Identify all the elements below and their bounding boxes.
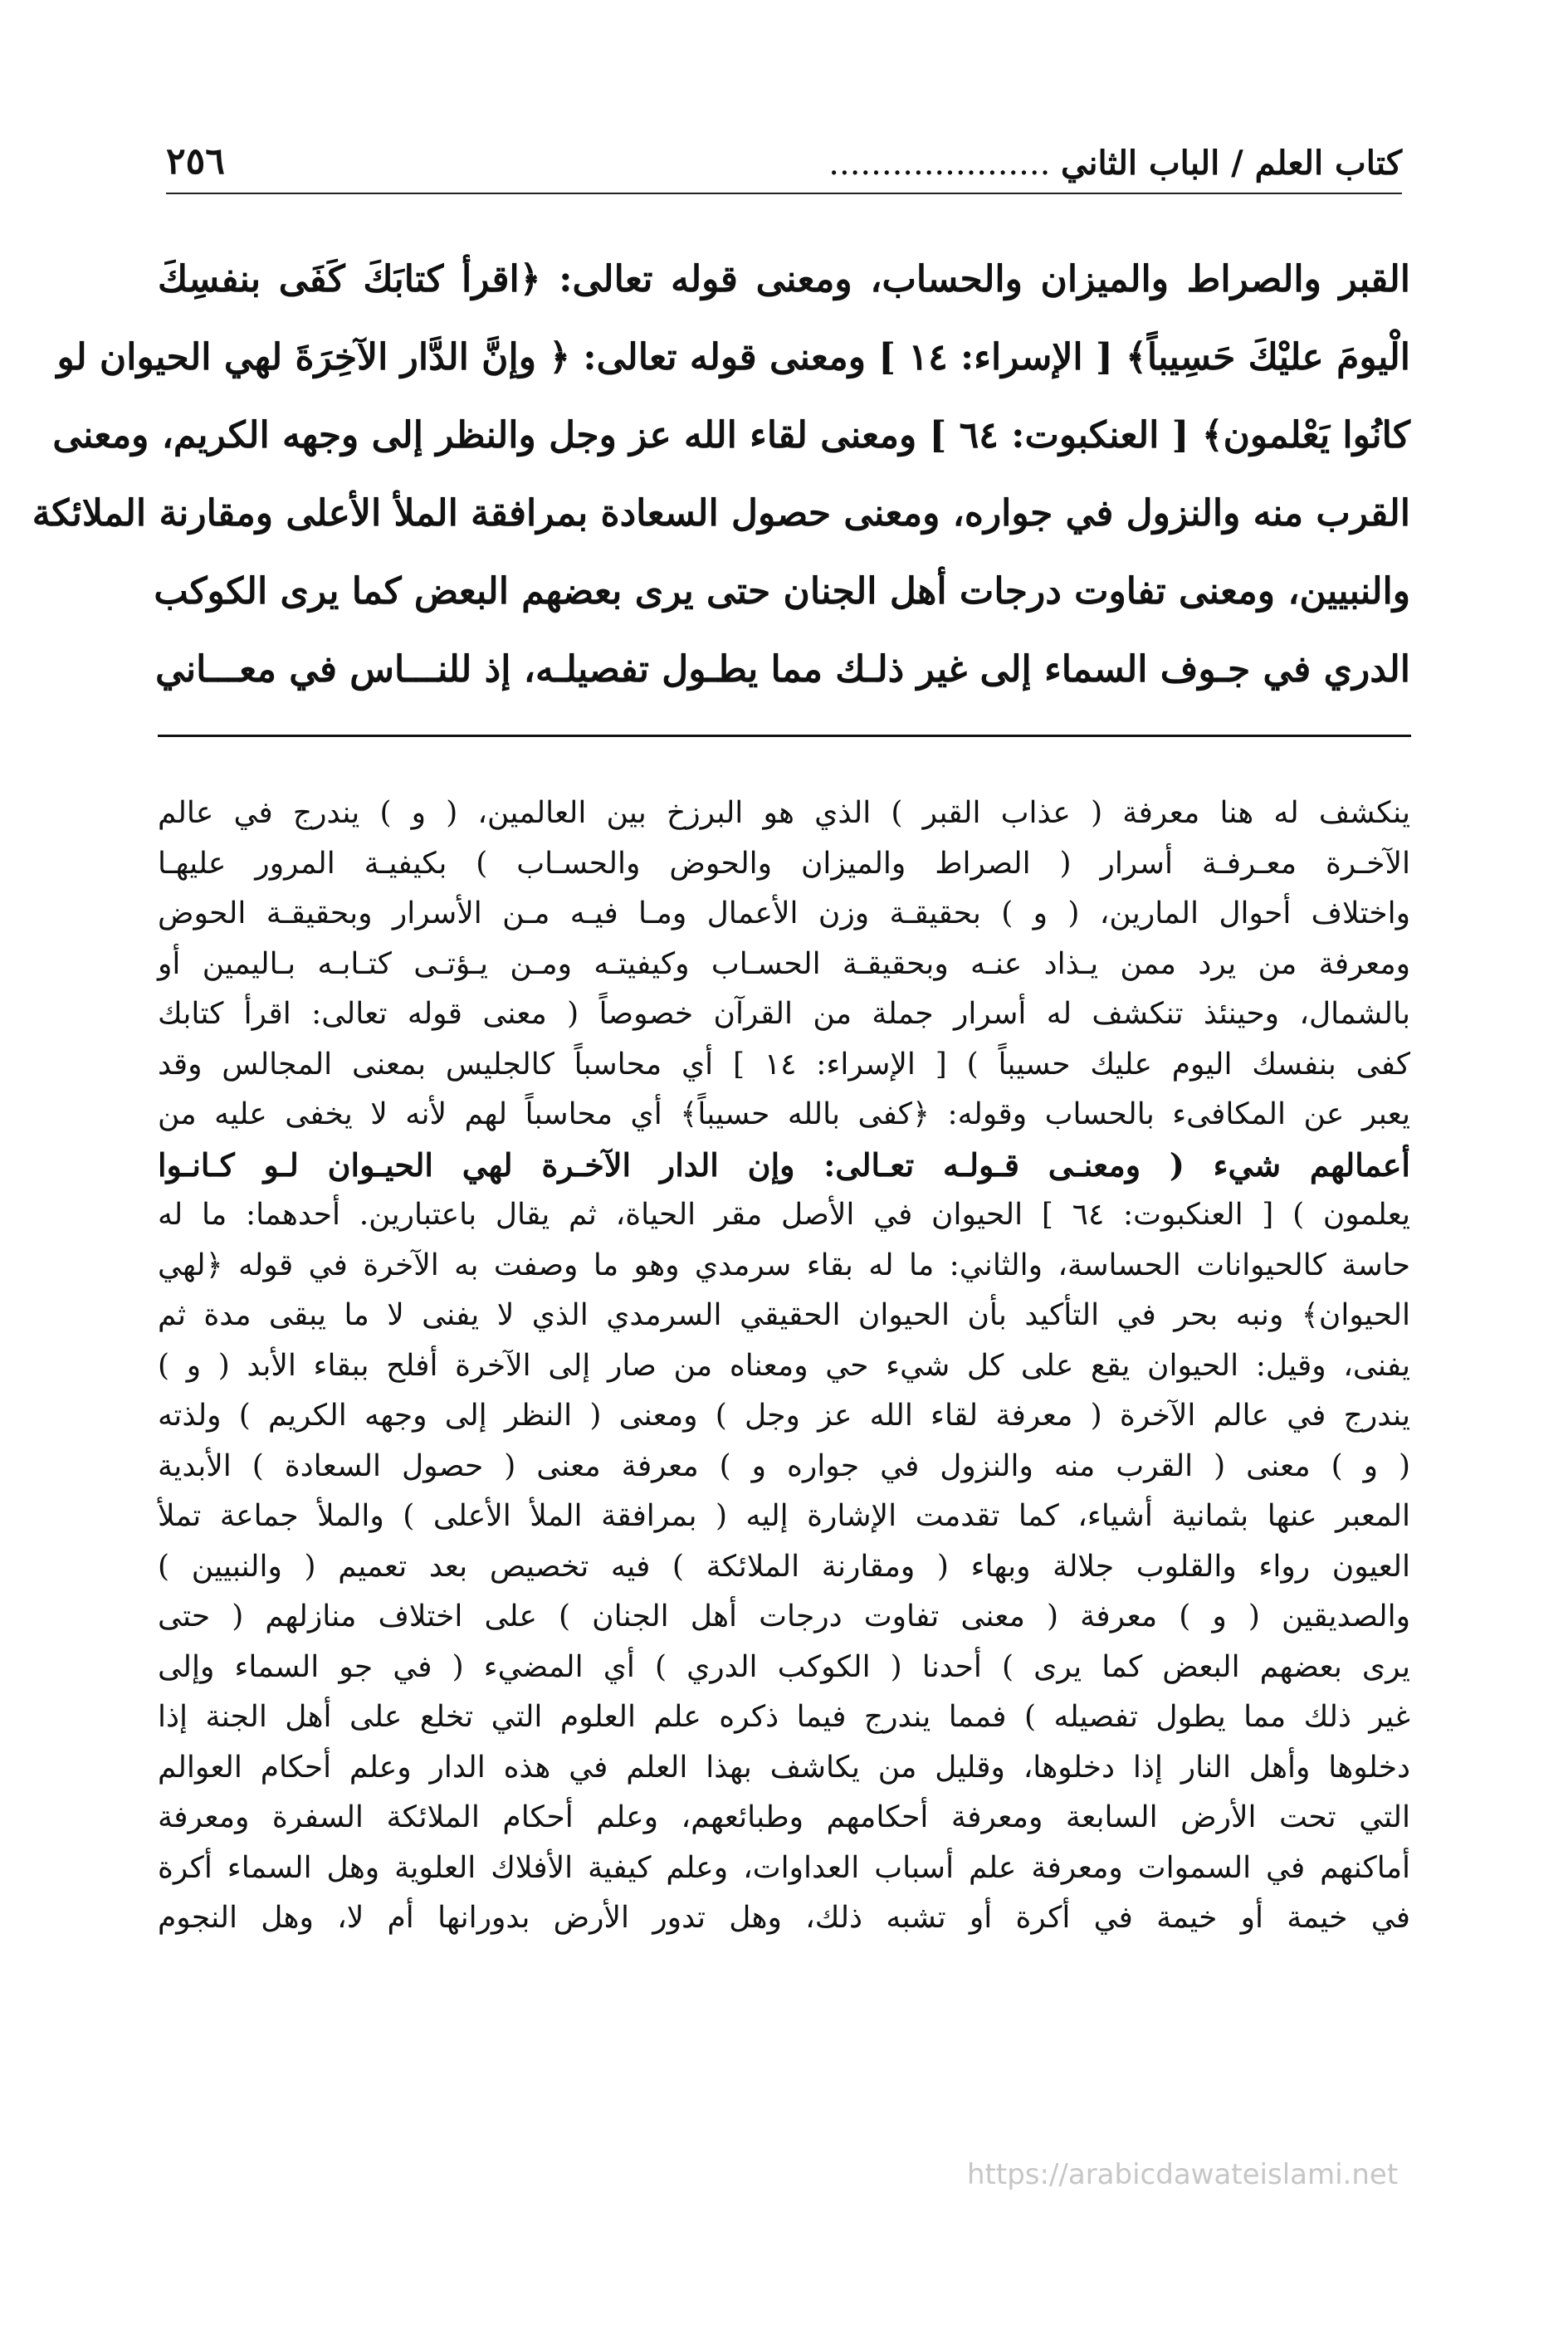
commentary-line: حاسة كالحيوانات الحساسة، والثاني: ما له بقاء سرمدي وهو ما وصفت به الآخرة في قوله ﴿لهي <box>158 1248 1410 1282</box>
commentary-line: المعبر عنها بثمانية أشياء، كما تقدمت الإشارة إليه ( بمرافقة الملأ الأعلى ) والملأ جماعة تملأ <box>158 1499 1410 1533</box>
main-text-line: الْيومَ عليْكَ حَسِيباً﴾ [ الإسراء: ١٤ ] ومعنى قوله تعالى: ﴿ وإنَّ الدَّار الآخِرَةَ لهي الحيوان لو <box>56 336 1410 378</box>
commentary-line: الحيوان﴾ ونبه بحر في التأكيد بأن الحيوان الحقيقي السرمدي الذي لا يفنى لا ما يبقى مدة ثم <box>158 1298 1410 1332</box>
commentary-line: يرى بعضهم البعض كما يرى ) أحدنا ( الكوكب الدري ) أي المضيء ( في جو السماء وإلى <box>158 1649 1410 1684</box>
main-text-block <box>32 241 1410 709</box>
commentary-line: والصديقين ( و ) معرفة ( معنى تفاوت درجات أهل الجنان ) على اختلاف منازلهم ( حتى <box>158 1599 1410 1633</box>
commentary-line: ينكشف له هنا معرفة ( عذاب القبر ) الذي هو البرزخ بين العالمين، ( و ) يندرج في عالم <box>158 796 1410 830</box>
commentary-line: العيون رواء والقلوب جلالة وبهاء ( ومقارنة الملائكة ) فيه تخصيص بعد تعميم ( والنبيين ) <box>158 1549 1410 1584</box>
main-text-line: القبر والصراط والميزان والحساب، ومعنى قوله تعالى: ﴿اقرأ كتابَكَ كَفَى بنفسِكَ <box>158 258 1410 300</box>
commentary-line: واختلاف أحوال المارين، ( و ) بحقيقـة وزن الأعمال ومـا فيـه مـن الأسرار وبحقيقـة الحوض <box>158 896 1410 930</box>
commentary-line: ( و ) معنى ( القرب منه والنزول في جواره و ) معرفة معنى ( حصول السعادة ) الأبدية <box>158 1448 1410 1483</box>
footnote-separator <box>158 735 1411 737</box>
running-header <box>166 125 1402 194</box>
commentary-line: يفنى، وقيل: الحيوان يقع على كل شيء حي ومعناه من صار إلى الآخرة أفلح ببقاء الأبد ( و ) <box>158 1348 1410 1383</box>
commentary-line: بالشمال، وحينئذ تنكشف له أسرار جملة من القرآن خصوصاً ( معنى قوله تعالى: اقرأ كتابك <box>158 997 1410 1031</box>
page-number: ٢٥٦ <box>166 140 225 183</box>
main-text-line: الدري في جـوف السماء إلى غير ذلـك مما يطـول تفصيلـه، إذ للنـــاس في معـــاني <box>155 648 1410 691</box>
commentary-line: في خيمة أو خيمة في أكرة أو تشبه ذلك، وهل تدور الأرض بدورانها أم لا، وهل النجوم <box>158 1901 1410 1935</box>
commentary-block <box>158 789 1410 1944</box>
main-text-line: والنبيين، ومعنى تفاوت درجات أهل الجنان حتى يرى بعضهم البعض كما يرى الكوكب <box>154 570 1410 613</box>
commentary-line: يعلمون ) [ العنكبوت: ٦٤ ] الحيوان في الأصل مقر الحياة، ثم يقال باعتبارين. أحدهما: ما له <box>158 1198 1410 1232</box>
main-text-line: القرب منه والنزول في جواره، ومعنى حصول السعادة بمرافقة الملأ الأعلى ومقارنة الملائكة <box>32 492 1410 535</box>
commentary-line: كفى بنفسك اليوم عليك حسيباً ) [ الإسراء: ١٤ ] أي محاسباً كالجليس بمعنى المجالس وقد <box>158 1047 1410 1082</box>
commentary-line: أماكنهم في السموات ومعرفة علم أسباب العداوات، وعلم كيفية الأفلاك العلوية وهل السماء أكرة <box>158 1850 1410 1885</box>
commentary-line: أعمالهم شيء ( ومعنـى قـولـه تعـالى: وإن الدار الآخـرة لهي الحيـوان لـو كـانـوا <box>158 1145 1410 1184</box>
commentary-line: غير ذلك مما يطول تفصيله ) فمما يندرج فيما ذكره علم العلوم التي تخلع على أهل الجنة إذا <box>158 1700 1410 1734</box>
commentary-line: الآخـرة معـرفـة أسرار ( الصراط والميزان والحوض والحسـاب ) بكيفيـة المرور عليهـا <box>158 846 1410 881</box>
commentary-line: يعبر عن المكافىء بالحساب وقوله: ﴿كفى بالله حسيباً﴾ أي محاسباً لهم لأنه لا يخفى عليه من <box>158 1097 1410 1131</box>
commentary-line: ومعرفة من يرد ممن يـذاد عنـه وبحقيقـة الحسـاب وكيفيتـه ومـن يـؤتـى كتـابـه بـاليمين أو <box>158 946 1410 981</box>
commentary-line: يندرج في عالم الآخرة ( معرفة لقاء الله عز وجل ) ومعنى ( النظر إلى وجهه الكريم ) ولذته <box>158 1399 1410 1433</box>
watermark-url: https://arabicdawateislami.net <box>967 2158 1399 2191</box>
main-text-line: كانُوا يَعْلمون﴾ [ العنكبوت: ٦٤ ] ومعنى لقاء الله عز وجل والنظر إلى وجهه الكريم، ومعنى <box>52 414 1410 457</box>
commentary-line: دخلوها وأهل النار إذا دخلوها، وقليل من يكاشف بهذا العلم في هذه الدار وعلم أحكام العوالم <box>158 1750 1410 1785</box>
commentary-line: التي تحت الأرض السابعة ومعرفة أحكامهم وطبائعهم، وعلم أحكام الملائكة السفرة ومعرفة <box>158 1800 1410 1834</box>
chapter-title: كتاب العلم / الباب الثاني ..... <box>828 144 1402 183</box>
